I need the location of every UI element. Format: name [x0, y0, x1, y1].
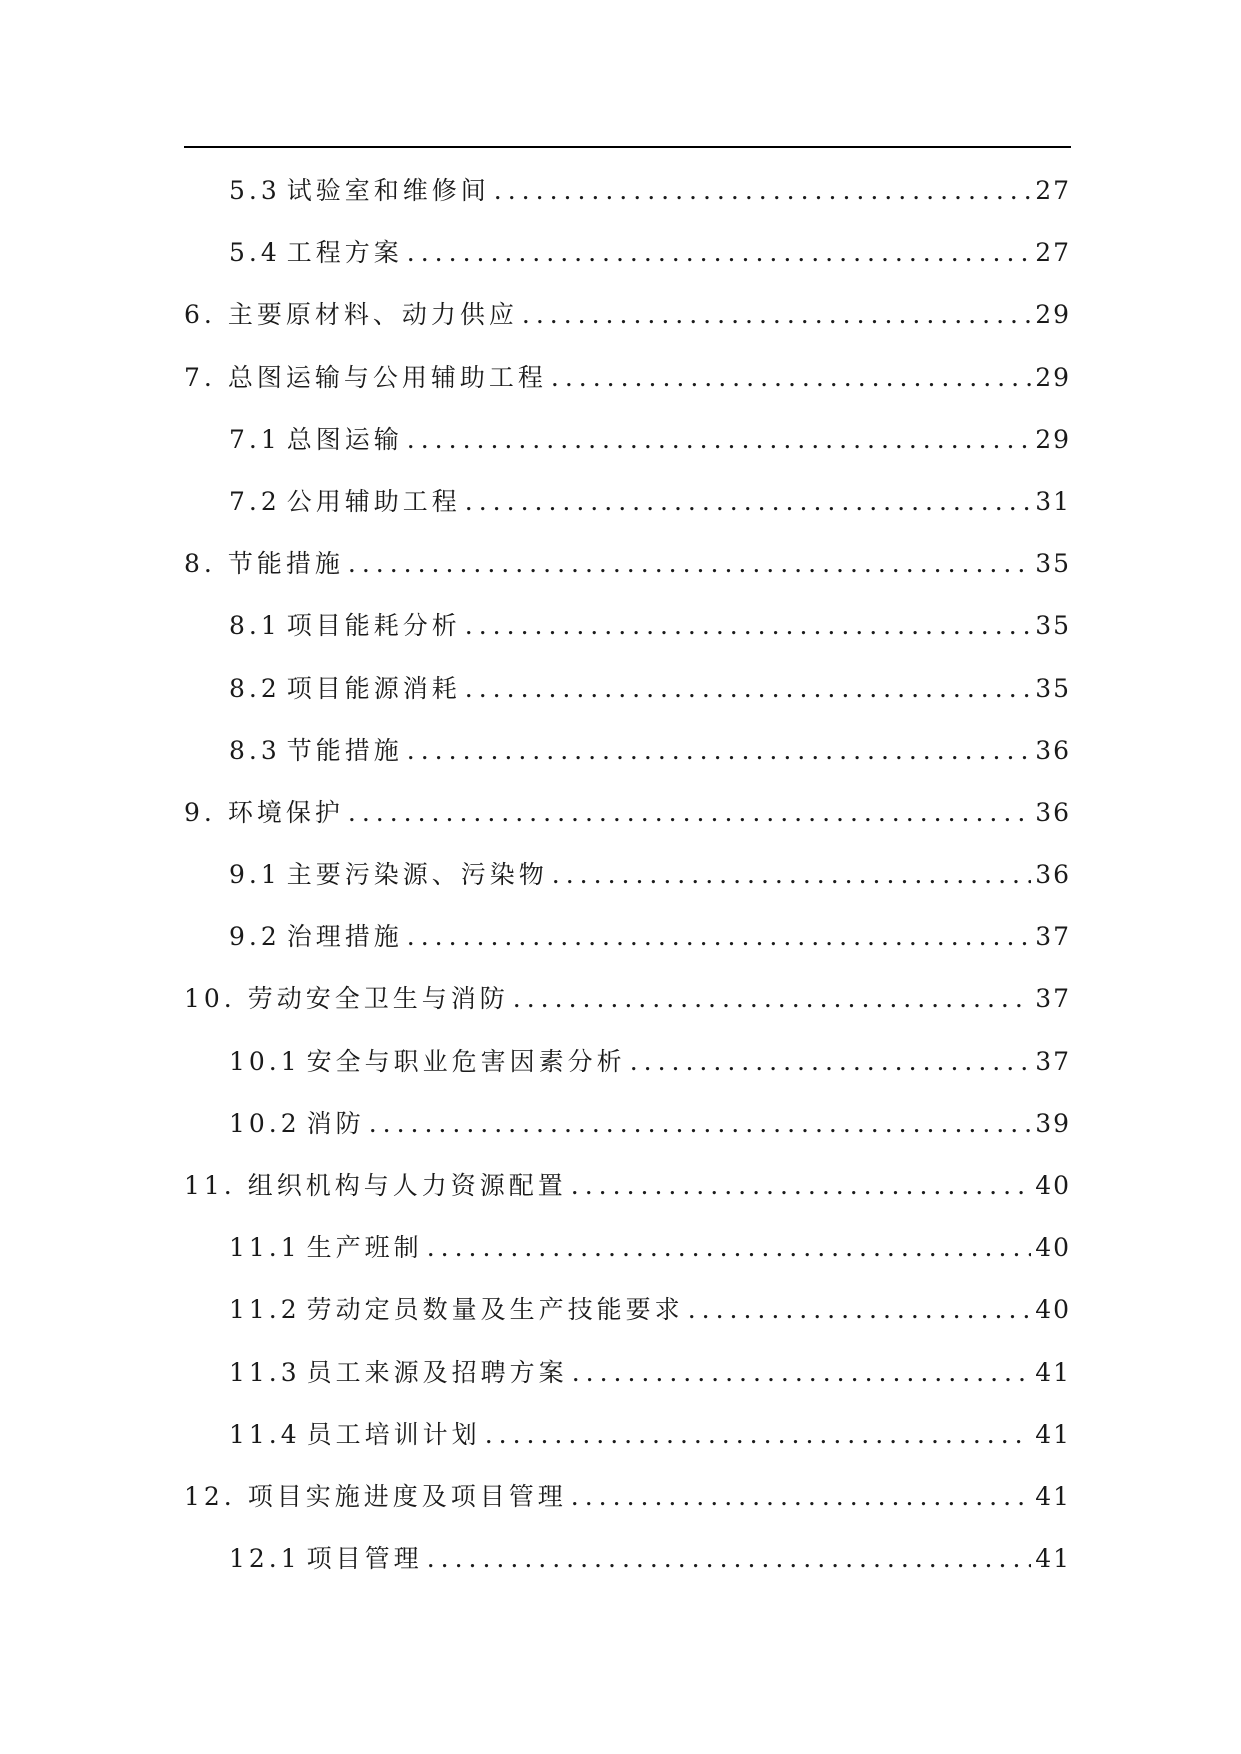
toc-entry-page: 29 [1035, 424, 1071, 454]
toc-entry-title: 安全与职业危害因素分析 [306, 1046, 626, 1076]
toc-entry[interactable] [184, 1093, 1071, 1155]
toc-entry-number: 9.2 [229, 922, 281, 952]
toc-dot-leader [407, 720, 1031, 782]
toc-entry[interactable] [184, 1155, 1071, 1217]
toc-dot-leader [427, 1217, 1032, 1279]
toc-entry-page: 41 [1035, 1357, 1071, 1387]
toc-entry-page: 29 [1035, 300, 1071, 330]
toc-entry-title: 项目能耗分析 [286, 611, 461, 641]
toc-entry[interactable] [184, 1217, 1071, 1279]
toc-entry[interactable] [184, 471, 1071, 533]
toc-entry-number: 5.4 [229, 238, 281, 268]
toc-entry-number: 11.3 [229, 1357, 301, 1387]
toc-entry-page: 40 [1035, 1233, 1071, 1263]
toc-dot-leader [572, 1342, 1032, 1404]
toc-entry-title: 治理措施 [286, 922, 403, 952]
toc-dot-leader [369, 1093, 1032, 1155]
toc-dot-leader [465, 471, 1031, 533]
toc-entry-number: 11.1 [229, 1233, 301, 1263]
toc-entry-number: 11.2 [229, 1295, 301, 1325]
toc-entry[interactable] [184, 1404, 1071, 1466]
toc-entry-number: 8. [184, 549, 216, 579]
toc-entry[interactable] [184, 782, 1071, 844]
toc-entry-page: 41 [1035, 1481, 1071, 1511]
toc-entry-page: 36 [1035, 735, 1071, 765]
toc-entry-page: 36 [1035, 860, 1071, 890]
toc-entry-page: 37 [1035, 1046, 1071, 1076]
toc-entry-number: 8.3 [229, 735, 281, 765]
toc-entry[interactable] [184, 1279, 1071, 1341]
toc-entry-title: 节能措施 [286, 735, 403, 765]
toc-dot-leader [465, 658, 1031, 720]
toc-entry-page: 37 [1035, 984, 1071, 1014]
toc-entry-page: 27 [1035, 238, 1071, 268]
header-rule [184, 146, 1071, 148]
toc-entry-number: 10. [184, 984, 236, 1014]
toc-dot-leader [348, 782, 1031, 844]
toc-entry-title: 项目管理 [306, 1544, 423, 1574]
toc-entry-title: 公用辅助工程 [286, 486, 461, 516]
toc-entry-number: 8.1 [229, 611, 281, 641]
toc-entry[interactable] [184, 968, 1071, 1030]
toc-entry-title: 员工培训计划 [306, 1419, 481, 1449]
toc-entry-title: 主要原材料、动力供应 [227, 300, 518, 330]
table-of-contents [184, 160, 1071, 1590]
toc-entry-number: 10.2 [229, 1108, 301, 1138]
toc-entry[interactable] [184, 222, 1071, 284]
toc-entry-page: 39 [1035, 1108, 1071, 1138]
toc-dot-leader [513, 968, 1031, 1030]
toc-entry[interactable] [184, 347, 1071, 409]
toc-entry-number: 9. [184, 797, 216, 827]
toc-entry-title: 消防 [306, 1108, 365, 1138]
toc-dot-leader [348, 533, 1031, 595]
toc-entry-title: 总图运输 [286, 424, 403, 454]
toc-entry[interactable] [184, 844, 1071, 906]
toc-entry-title: 总图运输与公用辅助工程 [227, 362, 547, 392]
toc-dot-leader [688, 1279, 1032, 1341]
toc-entry-number: 12.1 [229, 1544, 301, 1574]
toc-entry-title: 员工来源及招聘方案 [306, 1357, 568, 1387]
toc-entry-page: 35 [1035, 673, 1071, 703]
toc-dot-leader [522, 284, 1031, 346]
toc-dot-leader [407, 222, 1031, 284]
toc-entry-page: 41 [1035, 1544, 1071, 1574]
toc-entry[interactable] [184, 1342, 1071, 1404]
toc-entry-title: 项目实施进度及项目管理 [247, 1481, 567, 1511]
toc-dot-leader [571, 1466, 1031, 1528]
toc-entry-page: 29 [1035, 362, 1071, 392]
toc-entry-page: 27 [1035, 176, 1071, 205]
toc-entry-number: 10.1 [229, 1046, 301, 1076]
toc-dot-leader [551, 347, 1031, 409]
toc-entry-number: 6. [184, 300, 216, 330]
toc-entry-number: 9.1 [229, 860, 281, 890]
toc-entry[interactable] [184, 595, 1071, 657]
toc-entry[interactable] [184, 658, 1071, 720]
toc-dot-leader [485, 1404, 1032, 1466]
toc-entry-title: 主要污染源、污染物 [286, 860, 548, 890]
toc-entry-title: 试验室和维修间 [286, 176, 490, 205]
toc-entry-number: 8.2 [229, 673, 281, 703]
toc-entry-number: 12. [184, 1481, 236, 1511]
toc-entry-title: 节能措施 [227, 549, 344, 579]
toc-entry[interactable] [184, 160, 1071, 222]
toc-entry[interactable] [184, 720, 1071, 782]
toc-entry[interactable] [184, 1031, 1071, 1093]
toc-entry-page: 36 [1035, 797, 1071, 827]
toc-dot-leader [407, 409, 1031, 471]
toc-entry-page: 37 [1035, 922, 1071, 952]
toc-entry-number: 11. [184, 1171, 236, 1200]
toc-entry-title: 环境保护 [227, 797, 344, 827]
toc-dot-leader [552, 844, 1031, 906]
toc-dot-leader [494, 160, 1031, 222]
toc-entry-page: 35 [1035, 611, 1071, 641]
toc-entry[interactable] [184, 906, 1071, 968]
toc-entry[interactable] [184, 1528, 1071, 1590]
toc-entry-number: 7.1 [229, 424, 281, 454]
toc-entry-number: 5.3 [229, 176, 281, 205]
toc-entry-page: 41 [1035, 1419, 1071, 1449]
toc-entry-title: 组织机构与人力资源配置 [247, 1171, 567, 1200]
toc-entry-page: 40 [1035, 1171, 1071, 1200]
toc-entry-number: 11.4 [229, 1419, 301, 1449]
toc-entry[interactable] [184, 409, 1071, 471]
toc-entry-number: 7.2 [229, 486, 281, 516]
toc-entry-number: 7. [184, 362, 216, 392]
toc-entry-page: 31 [1035, 486, 1071, 516]
toc-entry[interactable] [184, 533, 1071, 595]
toc-dot-leader [571, 1155, 1031, 1217]
toc-entry-title: 劳动安全卫生与消防 [247, 984, 509, 1014]
toc-entry-page: 35 [1035, 549, 1071, 579]
toc-dot-leader [630, 1031, 1032, 1093]
toc-entry[interactable] [184, 284, 1071, 346]
toc-entry-page: 40 [1035, 1295, 1071, 1325]
toc-dot-leader [427, 1528, 1032, 1590]
toc-dot-leader [407, 906, 1031, 968]
toc-entry-title: 工程方案 [286, 238, 403, 268]
toc-dot-leader [465, 595, 1031, 657]
toc-entry-title: 劳动定员数量及生产技能要求 [306, 1295, 684, 1325]
toc-entry[interactable] [184, 1466, 1071, 1528]
toc-entry-title: 生产班制 [306, 1233, 423, 1263]
toc-entry-title: 项目能源消耗 [286, 673, 461, 703]
